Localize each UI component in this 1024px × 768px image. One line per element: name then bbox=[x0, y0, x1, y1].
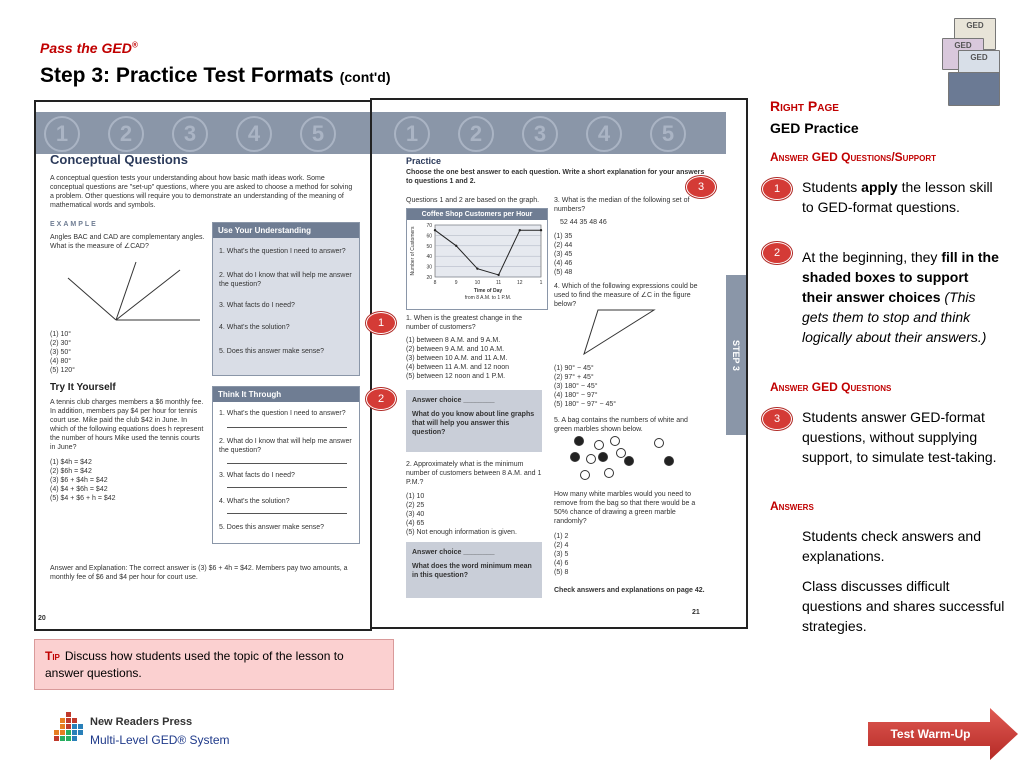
box-item: 1. What's the question I need to answer? bbox=[219, 410, 346, 417]
tip-text: Discuss how students used the topic of the lesson to answer questions. bbox=[45, 649, 344, 680]
item-1-text: Students apply the lesson skill to GED-format questions. bbox=[802, 179, 993, 215]
q3-choice: (2) 44 bbox=[554, 242, 573, 249]
band-number: 3 bbox=[172, 116, 208, 152]
box-item: 5. Does this answer make sense? bbox=[219, 348, 325, 355]
chart-point bbox=[497, 274, 499, 276]
band-number: 4 bbox=[236, 116, 272, 152]
band-number: 5 bbox=[300, 116, 336, 152]
book-cover: GED bbox=[942, 38, 984, 70]
question-5: 5. A bag contains the numbers of white and green marbles shown below. bbox=[554, 417, 688, 433]
answers-text-1: Students check answers and explanations. bbox=[802, 528, 981, 564]
item-badge-2: 2 bbox=[762, 242, 792, 264]
page-number: 21 bbox=[692, 609, 700, 616]
item-2-text: At the beginning, they fill in the shaded boxes to support their answer choices (This gets them to stop and think logically about their answers.) bbox=[802, 249, 999, 345]
box-title: Think It Through bbox=[213, 387, 359, 402]
band-number: 3 bbox=[522, 116, 558, 152]
section-heading-support: Answer GED Questions/Support bbox=[770, 150, 937, 164]
test-warm-up-button[interactable] bbox=[868, 708, 1018, 760]
slide-title: Step 3: Practice Test Formats (cont'd) bbox=[40, 64, 391, 87]
try-choice: (2) $6h = $42 bbox=[50, 468, 92, 475]
example-choice: (2) 30° bbox=[50, 340, 72, 347]
band-number: 1 bbox=[394, 116, 430, 152]
right-page-heading: Right Page bbox=[770, 98, 839, 114]
answer-choice-box bbox=[406, 390, 542, 452]
chart-y-tick-label: 50 bbox=[426, 243, 432, 250]
chart-x-axis-sublabel: from 8 A.M. to 1 P.M. bbox=[464, 295, 512, 301]
answer-choice-label: Answer choice ________ bbox=[412, 397, 495, 404]
q4-choice: (4) 180° − 97° bbox=[554, 392, 598, 399]
try-text: A tennis club charges members a $6 monthly fee. In addition, members pay $4 per hour for tennis court use. Mike paid the club $42 in June. In which of the following equations does h represent the number of hours Mike used the tennis courts in June? bbox=[50, 399, 204, 451]
answer-choice-label: Answer choice ________ bbox=[412, 549, 495, 556]
q1-choice: (2) between 9 A.M. and 10 A.M. bbox=[406, 346, 505, 353]
q2-choice: (1) 10 bbox=[406, 493, 425, 500]
q3-number-set: 52 44 35 48 46 bbox=[560, 219, 607, 226]
chart-y-tick-label: 60 bbox=[426, 233, 432, 240]
item-badge-1: 1 bbox=[762, 178, 792, 200]
chart-y-tick-label: 30 bbox=[426, 264, 432, 271]
lesson-number-band bbox=[372, 112, 726, 154]
think-it-through-box bbox=[212, 386, 360, 544]
chart-y-tick-label: 40 bbox=[426, 254, 432, 261]
box-item: 2. What do I know that will help me answer the question? bbox=[219, 438, 352, 454]
triangle-diagram bbox=[578, 306, 668, 358]
chart-point bbox=[434, 229, 436, 231]
chart-x-tick-label: 10 bbox=[474, 280, 481, 286]
q4-choice: (2) 97° + 45° bbox=[554, 374, 594, 381]
q2-choice: (2) 25 bbox=[406, 502, 425, 509]
example-label: EXAMPLE bbox=[50, 221, 98, 228]
example-choice: (5) 120° bbox=[50, 367, 75, 374]
use-your-understanding-box bbox=[212, 222, 360, 376]
q2-choice: (5) Not enough information is given. bbox=[406, 529, 517, 536]
q3-choice: (3) 45 bbox=[554, 251, 573, 258]
book-cover bbox=[948, 72, 1000, 106]
q2-choice: (3) 40 bbox=[406, 511, 425, 518]
callout-badge-2: 2 bbox=[366, 388, 396, 410]
q1-choice: (4) between 11 A.M. and 12 noon bbox=[406, 364, 509, 371]
brand-system: Multi-Level GED® System bbox=[90, 733, 230, 747]
try-heading: Try It Yourself bbox=[50, 382, 116, 393]
answers-text-2: Class discusses difficult questions and shares successful strategies. bbox=[802, 578, 1005, 634]
answer-explanation: Answer and Explanation: The correct answer is (3) $6 + 4h = $42. Members pay two amounts, a monthly fee of $6 and $4 per hour for court use. bbox=[50, 565, 348, 581]
answer-choice-prompt: What do you know about line graphs that will help you answer this question? bbox=[412, 411, 535, 436]
chart-y-axis-label: Number of Customers bbox=[410, 226, 416, 276]
chart-point bbox=[519, 229, 521, 231]
box-item: 1. What's the question I need to answer? bbox=[219, 248, 346, 255]
slide-title-sub: (cont'd) bbox=[339, 69, 391, 85]
answer-choice-prompt: What does the word minimum mean in this question? bbox=[412, 563, 532, 579]
try-choice: (4) $4 + $6h = $42 bbox=[50, 486, 108, 493]
chart-x-tick-label: 8 bbox=[433, 280, 437, 286]
item-badge-3: 3 bbox=[762, 408, 792, 430]
intro-text: A conceptual question tests your understanding about how basic math ideas work. Some conceptual questions are "set-up" questions, where you are asked to choose a method for solving a problem. Other questions will require you to demonstrate an understanding of the meaning of mathematical words and symbols. bbox=[50, 175, 353, 209]
chart-title: Coffee Shop Customers per Hour bbox=[407, 209, 547, 220]
coffee-shop-chart bbox=[406, 208, 548, 310]
try-choice: (5) $4 + $6 + h = $42 bbox=[50, 495, 116, 502]
check-answers-note: Check answers and explanations on page 42. bbox=[554, 587, 705, 594]
chart-y-tick-label: 70 bbox=[426, 223, 432, 229]
chart-point bbox=[455, 245, 457, 247]
page-heading: Conceptual Questions bbox=[50, 152, 188, 167]
q4-choice: (1) 90° − 45° bbox=[554, 365, 594, 372]
section-heading-answers: Answers bbox=[770, 499, 814, 513]
series-kicker: Pass the GED® bbox=[40, 40, 138, 56]
book-cover: GED bbox=[954, 18, 996, 50]
callout-badge-1: 1 bbox=[366, 312, 396, 334]
q3-choice: (4) 46 bbox=[554, 260, 573, 267]
example-choice: (3) 50° bbox=[50, 349, 72, 356]
q1-choice: (1) between 8 A.M. and 9 A.M. bbox=[406, 337, 501, 344]
box-title: Use Your Understanding bbox=[213, 223, 359, 238]
section-heading-answer-ged: Answer GED Questions bbox=[770, 380, 892, 394]
q4-choice: (3) 180° − 45° bbox=[554, 383, 598, 390]
workbook-left-page bbox=[34, 100, 372, 631]
step-3-tab: STEP 3 bbox=[726, 275, 746, 435]
brand-name: New Readers Press bbox=[90, 716, 193, 728]
band-number: 1 bbox=[44, 116, 80, 152]
box-item: 4. What's the solution? bbox=[219, 498, 290, 505]
band-number: 4 bbox=[586, 116, 622, 152]
q4-choice: (5) 180° − 97° − 45° bbox=[554, 401, 617, 408]
example-choice: (4) 80° bbox=[50, 358, 72, 365]
tip-label: Tip bbox=[45, 649, 60, 663]
q3-choice: (1) 35 bbox=[554, 233, 573, 240]
question-1: 1. When is the greatest change in the number of customers? bbox=[406, 315, 522, 331]
graph-note: Questions 1 and 2 are based on the graph. bbox=[406, 197, 540, 204]
q5-choice: (1) 2 bbox=[554, 533, 569, 540]
chart-y-tick-label: 20 bbox=[426, 275, 432, 281]
answer-choice-box bbox=[406, 542, 542, 598]
try-choice: (3) $6 + $4h = $42 bbox=[50, 477, 108, 484]
q5-choice: (3) 5 bbox=[554, 551, 569, 558]
chart-point bbox=[540, 229, 542, 231]
angle-diagram bbox=[62, 254, 202, 326]
question-2: 2. Approximately what is the minimum number of customers between 8 A.M. and 1 P.M.? bbox=[406, 461, 542, 486]
q1-choice: (5) between 12 noon and 1 P.M. bbox=[406, 373, 506, 380]
box-item: 3. What facts do I need? bbox=[219, 472, 295, 479]
q5-choice: (4) 6 bbox=[554, 560, 569, 567]
q5-choice: (2) 4 bbox=[554, 542, 569, 549]
chart-plot-area bbox=[435, 225, 541, 277]
example-text: Angles BAC and CAD are complementary angles. What is the measure of ∠CAD? bbox=[50, 234, 205, 250]
chart-point bbox=[476, 267, 478, 269]
band-number: 5 bbox=[650, 116, 686, 152]
page-number: 20 bbox=[38, 615, 46, 622]
band-number: 2 bbox=[108, 116, 144, 152]
chart-x-tick-label: 1 bbox=[539, 280, 543, 286]
question-4: 4. Which of the following expressions could be used to find the measure of ∠C in the figure below? bbox=[554, 283, 698, 308]
box-item: 2. What do I know that will help me answer the question? bbox=[219, 272, 352, 288]
tip-box bbox=[34, 639, 394, 690]
item-3-text: Students answer GED-format questions, without supplying support, to simulate test-taking. bbox=[802, 409, 997, 465]
example-choice: (1) 10° bbox=[50, 331, 72, 338]
book-cover: GED bbox=[958, 50, 1000, 82]
ged-book-covers bbox=[936, 14, 1002, 106]
chart-x-axis-label: Time of Day bbox=[473, 288, 503, 294]
box-item: 4. What's the solution? bbox=[219, 324, 290, 331]
box-item: 5. Does this answer make sense? bbox=[219, 524, 325, 531]
instructions: Choose the one best answer to each question. Write a short explanation for your answers to questions 1 and 2. bbox=[406, 169, 705, 185]
question-3: 3. What is the median of the following set of numbers? bbox=[554, 197, 690, 213]
test-warm-up-label: Test Warm-Up bbox=[890, 727, 971, 741]
lesson-number-band bbox=[36, 112, 370, 154]
try-choice: (1) $4h = $42 bbox=[50, 459, 92, 466]
page-heading: Practice bbox=[406, 156, 442, 166]
chart-x-tick-label: 9 bbox=[454, 280, 458, 286]
q2-choice: (4) 65 bbox=[406, 520, 425, 527]
chart-x-tick-label: 11 bbox=[495, 280, 502, 286]
box-item: 3. What facts do I need? bbox=[219, 302, 295, 309]
callout-badge-3: 3 bbox=[686, 176, 716, 198]
q3-choice: (5) 48 bbox=[554, 269, 573, 276]
question-5-prompt: How many white marbles would you need to remove from the bag so that there would be a 50% chance of drawing a green marble randomly? bbox=[554, 491, 696, 525]
q5-choice: (5) 8 bbox=[554, 569, 569, 576]
marbles-figure bbox=[568, 436, 678, 482]
band-number: 2 bbox=[458, 116, 494, 152]
q1-choice: (3) between 10 A.M. and 11 A.M. bbox=[406, 355, 508, 362]
right-page-subheading: GED Practice bbox=[770, 120, 859, 136]
chart-plot bbox=[407, 221, 547, 309]
chart-x-tick-label: 12 bbox=[517, 280, 523, 286]
